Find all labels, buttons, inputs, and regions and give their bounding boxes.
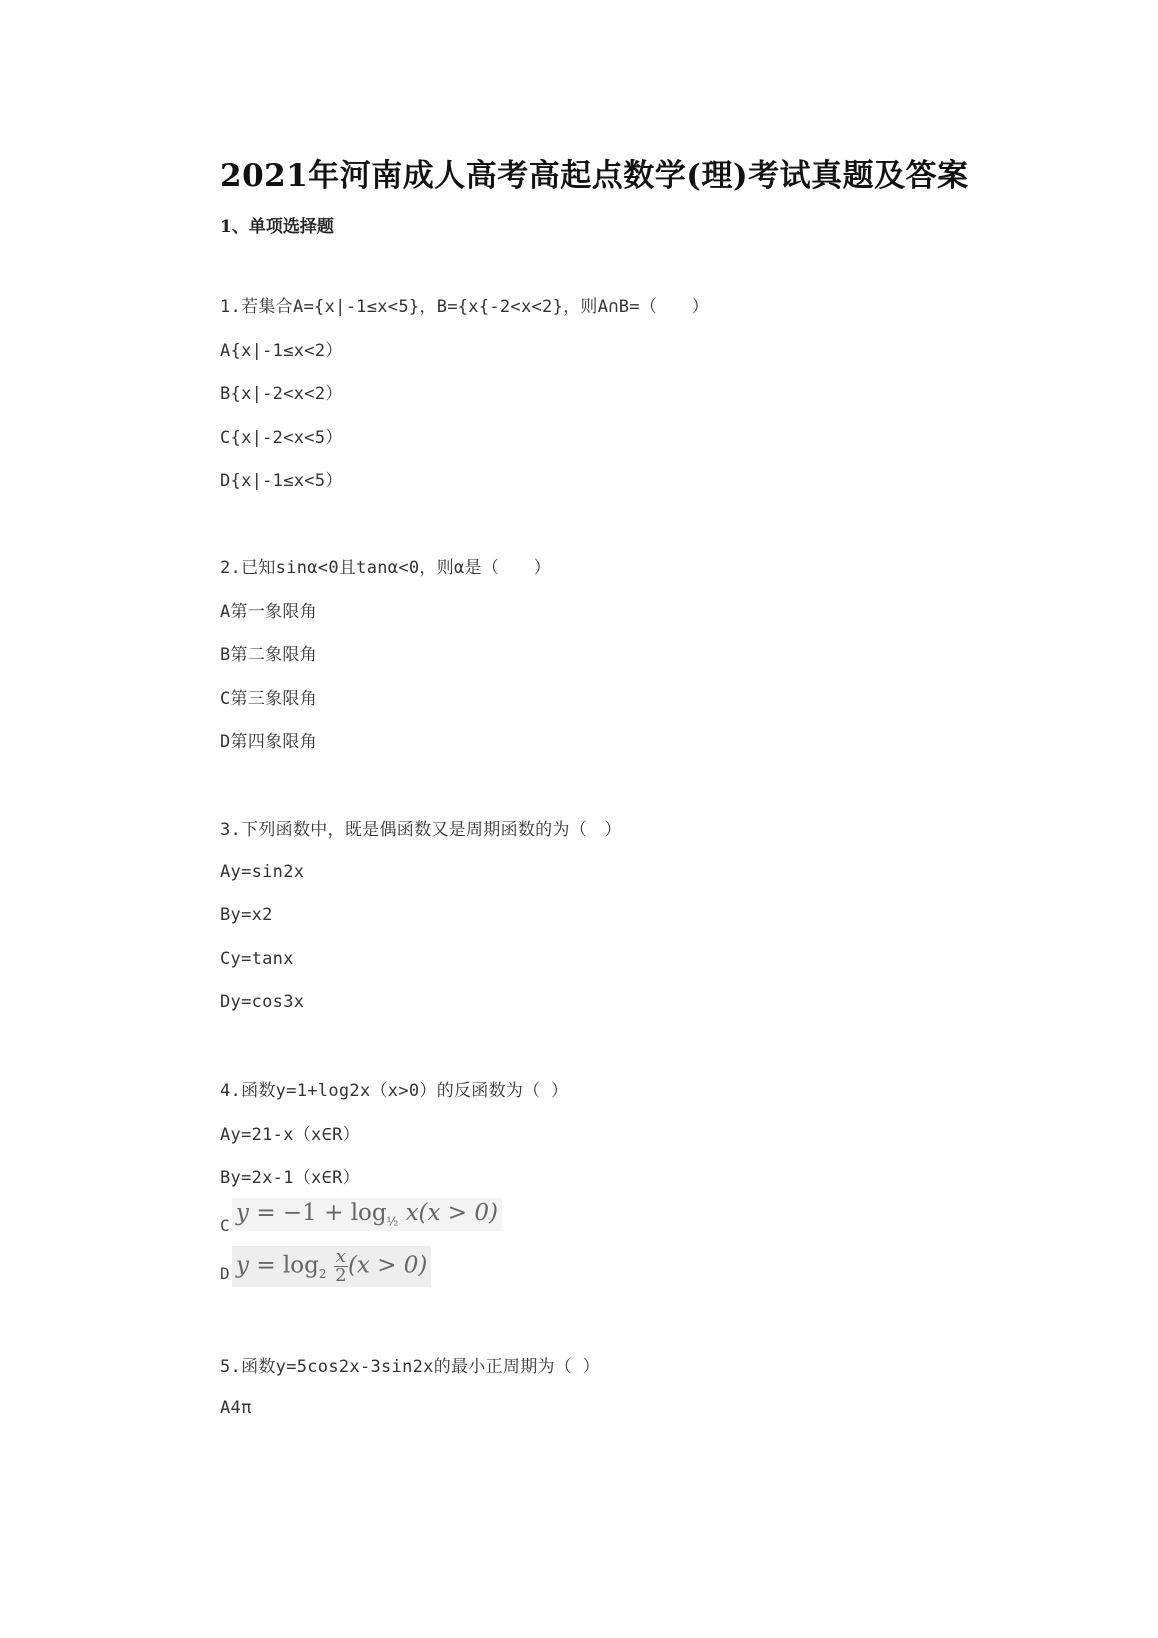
question-1-option-d: D{x|-1≤x<5） <box>220 471 343 491</box>
question-4-option-b: By=2x-1（x∈R） <box>220 1168 360 1188</box>
question-4-stem: 4.函数y=1+log2x（x>0）的反函数为（ ） <box>220 1081 569 1101</box>
question-2-option-b: B第二象限角 <box>220 645 318 665</box>
formula-image-d: $y = \log_2$ $\frac{x}{2}$ (x > 0) <box>232 1246 431 1287</box>
question-1-option-c: C{x|-2<x<5） <box>220 428 343 448</box>
question-1-stem: 1.若集合A={x|-1≤x<5}，B={x{-2<x<2}，则A∩B=（ ） <box>220 297 710 317</box>
question-2-option-c: C第三象限角 <box>220 689 318 709</box>
question-3-stem: 3.下列函数中，既是偶函数又是周期函数的为（ ） <box>220 820 622 840</box>
option-letter: D <box>220 1264 230 1283</box>
option-letter: C <box>220 1216 230 1235</box>
question-3-option-c: Cy=tanx <box>220 949 294 969</box>
section-heading: 1、单项选择题 <box>220 217 334 237</box>
question-2-option-a: A第一象限角 <box>220 602 318 622</box>
question-1-option-b: B{x|-2<x<2） <box>220 384 343 404</box>
question-3-option-d: Dy=cos3x <box>220 992 305 1012</box>
document-title: 2021年河南成人高考高起点数学(理)考试真题及答案 <box>220 158 969 194</box>
formula-image-c: $y = -1 + \log_{\frac{1}{2}} x(x > 0)$ <box>232 1198 502 1231</box>
question-1-option-a: A{x|-1≤x<2） <box>220 341 343 361</box>
question-2-stem: 2.已知sinα<0且tanα<0，则α是（ ） <box>220 558 552 578</box>
question-5-option-a: A4π <box>220 1398 252 1418</box>
question-2-option-d: D第四象限角 <box>220 732 318 752</box>
question-4-option-a: Ay=21-x（x∈R） <box>220 1125 360 1145</box>
question-3-option-a: Ay=sin2x <box>220 862 305 882</box>
question-3-option-b: By=x2 <box>220 905 273 925</box>
question-5-stem: 5.函数y=5cos2x-3sin2x的最小正周期为（ ） <box>220 1357 600 1377</box>
